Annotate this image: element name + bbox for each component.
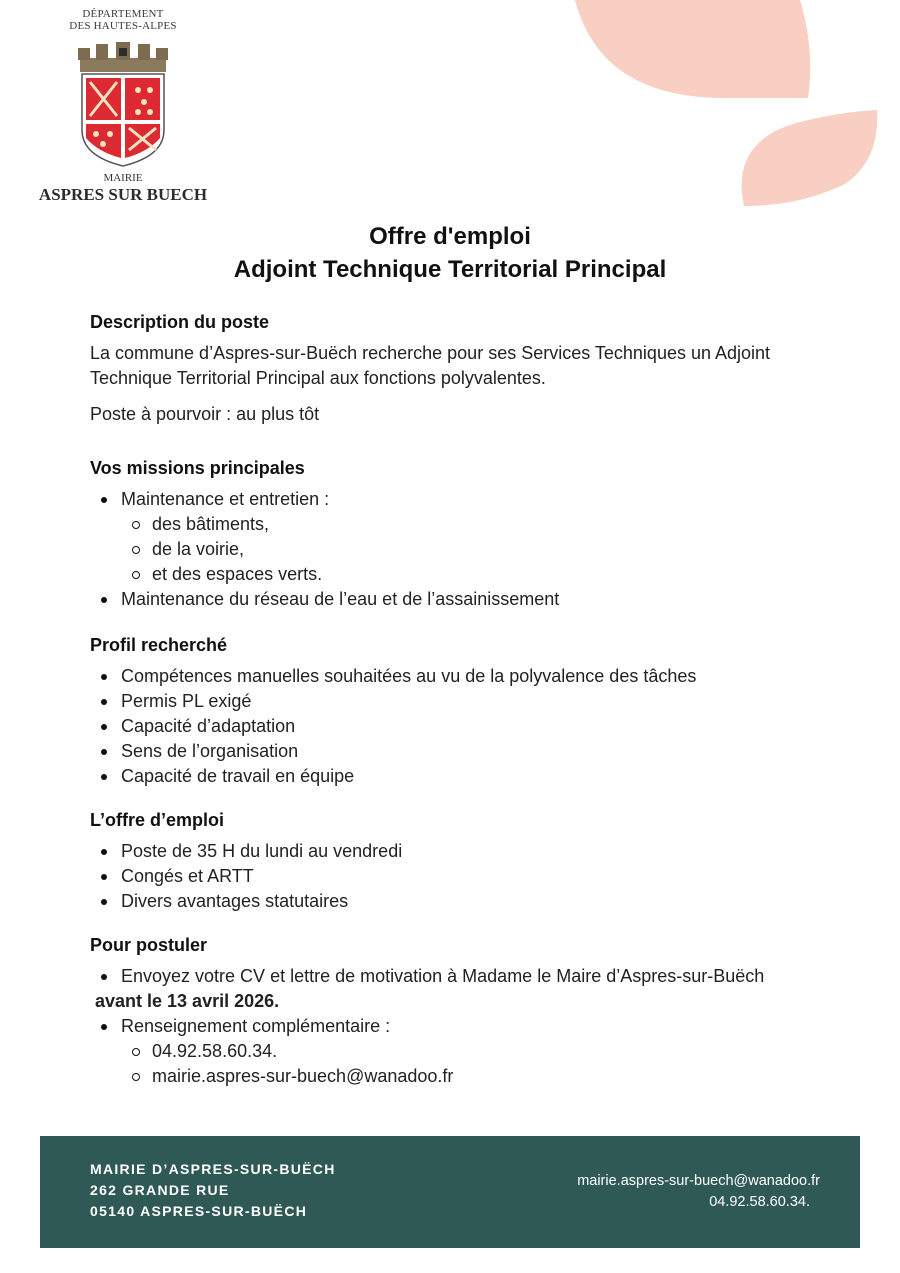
logo-department-line2: DES HAUTES-ALPES bbox=[69, 20, 177, 32]
postuler-instruction: Envoyez votre CV et lettre de motivation à Madame le Maire d’Aspres-sur-Buëch bbox=[121, 966, 765, 986]
missions-list bbox=[90, 487, 820, 612]
logo-mairie-label: MAIRIE bbox=[103, 172, 143, 184]
list-item: de la voirie, bbox=[152, 537, 820, 562]
contact-email: mairie.aspres-sur-buech@wanadoo.fr bbox=[152, 1064, 820, 1089]
footer-address bbox=[90, 1159, 336, 1222]
section-profil bbox=[90, 633, 820, 789]
section-missions bbox=[90, 456, 820, 612]
profil-heading: Profil recherché bbox=[90, 635, 228, 655]
list-item: Compétences manuelles souhaitées au vu de la polyvalence des tâches bbox=[121, 664, 820, 689]
list-item: Permis PL exigé bbox=[121, 689, 820, 714]
job-offer-content bbox=[90, 310, 820, 1089]
logo-commune-name: ASPRES SUR BUECH bbox=[38, 185, 208, 204]
list-item bbox=[121, 487, 820, 587]
list-item: Congés et ARTT bbox=[121, 864, 820, 889]
section-offre bbox=[90, 808, 820, 914]
list-item bbox=[95, 964, 820, 1014]
postuler-heading: Pour postuler bbox=[90, 935, 208, 955]
missions-heading: Vos missions principales bbox=[90, 458, 305, 478]
list-item: Poste de 35 H du lundi au vendredi bbox=[121, 839, 820, 864]
footer-address-line1: MAIRIE D’ASPRES-SUR-BUËCH bbox=[90, 1161, 336, 1177]
footer-banner bbox=[40, 1136, 860, 1248]
description-text: La commune d’Aspres-sur-Buëch recherche pour ses Services Techniques un Adjoint Technique Territorial Principal aux fonctions polyvalentes. bbox=[90, 343, 771, 388]
mission-item-maintenance: Maintenance et entretien : bbox=[121, 489, 330, 509]
footer-email: mairie.aspres-sur-buech@wanadoo.fr bbox=[577, 1173, 820, 1189]
footer-phone: 04.92.58.60.34. bbox=[709, 1194, 810, 1210]
list-item: Divers avantages statutaires bbox=[121, 889, 820, 914]
description-heading: Description du poste bbox=[90, 312, 270, 332]
list-item: des bâtiments, bbox=[152, 512, 820, 537]
section-description bbox=[90, 310, 820, 427]
availability-text: Poste à pourvoir : au plus tôt bbox=[90, 404, 320, 424]
section-postuler bbox=[90, 933, 820, 1089]
footer-address-line3: 05140 ASPRES-SUR-BUËCH bbox=[90, 1203, 308, 1219]
missions-sublist bbox=[121, 512, 820, 587]
footer-address-line2: 262 GRANDE RUE bbox=[90, 1182, 230, 1198]
list-item: et des espaces verts. bbox=[152, 562, 820, 587]
list-item bbox=[121, 1014, 820, 1089]
footer-contact bbox=[577, 1171, 820, 1213]
application-deadline: avant le 13 avril 2026. bbox=[95, 991, 280, 1011]
mairie-logo bbox=[28, 8, 218, 205]
profil-list bbox=[90, 664, 820, 789]
offre-list bbox=[90, 839, 820, 914]
contact-phone: 04.92.58.60.34. bbox=[152, 1039, 820, 1064]
logo-department-line1: DÉPARTEMENT bbox=[82, 8, 164, 20]
page-title-line1: Offre d'emploi bbox=[369, 223, 531, 250]
contact-sublist bbox=[121, 1039, 820, 1089]
postuler-list bbox=[90, 964, 820, 1089]
page-title-line2: Adjoint Technique Territorial Principal bbox=[233, 256, 667, 283]
list-item: Capacité de travail en équipe bbox=[121, 764, 820, 789]
list-item: Capacité d’adaptation bbox=[121, 714, 820, 739]
coat-of-arms-icon bbox=[68, 38, 178, 168]
renseignement-label: Renseignement complémentaire : bbox=[121, 1016, 391, 1036]
offre-heading: L’offre d’emploi bbox=[90, 810, 225, 830]
list-item: Sens de l’organisation bbox=[121, 739, 820, 764]
list-item: Maintenance du réseau de l’eau et de l’assainissement bbox=[121, 587, 820, 612]
